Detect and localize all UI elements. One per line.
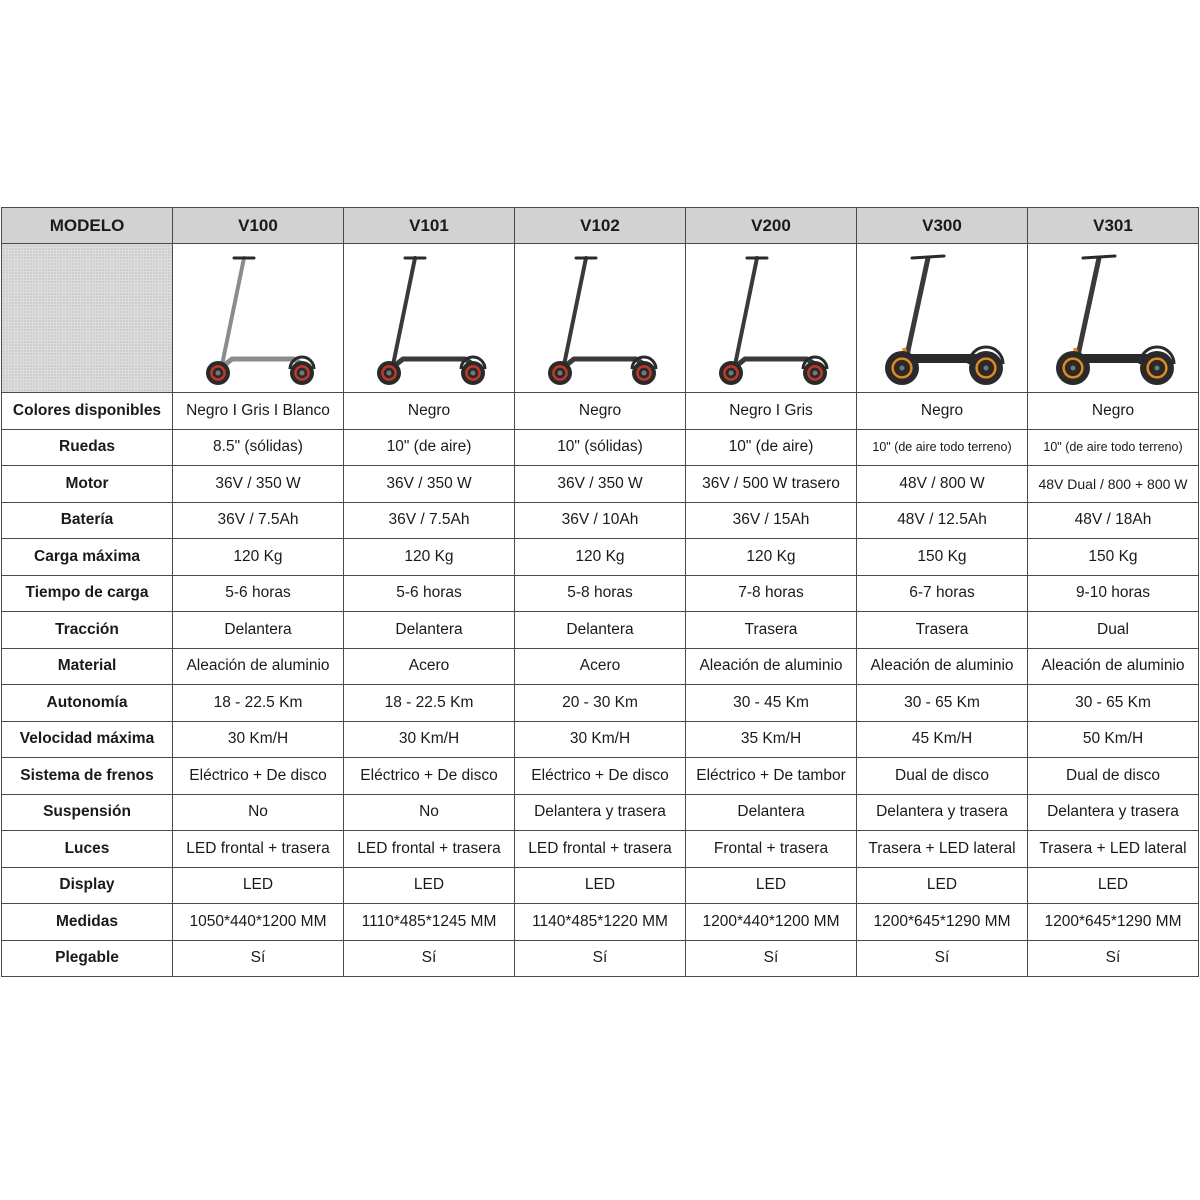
row-label: Carga máxima bbox=[2, 539, 173, 576]
header-modelo: MODELO bbox=[2, 208, 173, 244]
table-cell: 5-6 horas bbox=[173, 575, 344, 612]
table-cell: Delantera bbox=[173, 612, 344, 649]
table-cell: Negro I Gris bbox=[686, 393, 857, 430]
table-row bbox=[2, 721, 1199, 758]
table-cell: 10" (de aire todo terreno) bbox=[1028, 429, 1199, 466]
table-cell: 120 Kg bbox=[686, 539, 857, 576]
table-cell: Aleación de aluminio bbox=[173, 648, 344, 685]
table-cell: 10" (de aire) bbox=[344, 429, 515, 466]
scooter-v102-image bbox=[515, 244, 686, 393]
table-cell: LED frontal + trasera bbox=[515, 831, 686, 868]
table-cell: 120 Kg bbox=[515, 539, 686, 576]
row-label: Colores disponibles bbox=[2, 393, 173, 430]
scooter-illustration bbox=[872, 246, 1012, 390]
row-label: Tracción bbox=[2, 612, 173, 649]
header-model-v100: V100 bbox=[173, 208, 344, 244]
table-row bbox=[2, 575, 1199, 612]
table-cell: 30 Km/H bbox=[173, 721, 344, 758]
row-label: Suspensión bbox=[2, 794, 173, 831]
table-cell: Eléctrico + De disco bbox=[515, 758, 686, 795]
table-cell: Acero bbox=[344, 648, 515, 685]
table-cell: 1110*485*1245 MM bbox=[344, 904, 515, 941]
table-row bbox=[2, 429, 1199, 466]
table-cell: 1200*645*1290 MM bbox=[1028, 904, 1199, 941]
table-cell: 10" (de aire) bbox=[686, 429, 857, 466]
table-cell: Dual de disco bbox=[1028, 758, 1199, 795]
table-cell: Negro I Gris I Blanco bbox=[173, 393, 344, 430]
row-label: Batería bbox=[2, 502, 173, 539]
table-cell: 150 Kg bbox=[857, 539, 1028, 576]
table-row bbox=[2, 539, 1199, 576]
row-label: Sistema de frenos bbox=[2, 758, 173, 795]
table-cell: Sí bbox=[1028, 940, 1199, 977]
table-cell: Frontal + trasera bbox=[686, 831, 857, 868]
table-cell: 8.5" (sólidas) bbox=[173, 429, 344, 466]
table-cell: 36V / 10Ah bbox=[515, 502, 686, 539]
row-label: Tiempo de carga bbox=[2, 575, 173, 612]
table-cell: LED bbox=[857, 867, 1028, 904]
table-row bbox=[2, 867, 1199, 904]
table-cell: 50 Km/H bbox=[1028, 721, 1199, 758]
scooter-illustration bbox=[359, 246, 499, 390]
row-label: Medidas bbox=[2, 904, 173, 941]
table-cell: LED frontal + trasera bbox=[344, 831, 515, 868]
table-cell: Trasera + LED lateral bbox=[1028, 831, 1199, 868]
table-cell: 36V / 350 W bbox=[515, 466, 686, 503]
table-cell: Sí bbox=[344, 940, 515, 977]
table-cell: 18 - 22.5 Km bbox=[173, 685, 344, 722]
table-row bbox=[2, 648, 1199, 685]
table-cell: 30 - 45 Km bbox=[686, 685, 857, 722]
table-cell: Eléctrico + De disco bbox=[173, 758, 344, 795]
table-cell: 1050*440*1200 MM bbox=[173, 904, 344, 941]
table-cell: Aleación de aluminio bbox=[686, 648, 857, 685]
table-cell: 36V / 350 W bbox=[344, 466, 515, 503]
table-cell: Aleación de aluminio bbox=[1028, 648, 1199, 685]
table-cell: 30 Km/H bbox=[515, 721, 686, 758]
table-cell: 30 - 65 Km bbox=[1028, 685, 1199, 722]
table-cell: No bbox=[344, 794, 515, 831]
table-cell: Delantera bbox=[515, 612, 686, 649]
row-label: Display bbox=[2, 867, 173, 904]
table-row bbox=[2, 904, 1199, 941]
row-label: Velocidad máxima bbox=[2, 721, 173, 758]
table-cell: Negro bbox=[344, 393, 515, 430]
table-row bbox=[2, 758, 1199, 795]
row-label: Ruedas bbox=[2, 429, 173, 466]
header-model-v301: V301 bbox=[1028, 208, 1199, 244]
table-cell: 120 Kg bbox=[173, 539, 344, 576]
table-cell: Delantera y trasera bbox=[857, 794, 1028, 831]
table-cell: No bbox=[173, 794, 344, 831]
table-cell: Trasera bbox=[686, 612, 857, 649]
scooter-illustration bbox=[701, 246, 841, 390]
table-cell: 10" (de aire todo terreno) bbox=[857, 429, 1028, 466]
table-cell: Trasera bbox=[857, 612, 1028, 649]
table-cell: Sí bbox=[686, 940, 857, 977]
table-row bbox=[2, 502, 1199, 539]
table-cell: 36V / 15Ah bbox=[686, 502, 857, 539]
table-cell: 36V / 7.5Ah bbox=[173, 502, 344, 539]
table-cell: 45 Km/H bbox=[857, 721, 1028, 758]
table-cell: 20 - 30 Km bbox=[515, 685, 686, 722]
table-cell: 36V / 7.5Ah bbox=[344, 502, 515, 539]
table-row bbox=[2, 940, 1199, 977]
table-cell: Delantera bbox=[344, 612, 515, 649]
table-cell: Negro bbox=[1028, 393, 1199, 430]
row-label: Motor bbox=[2, 466, 173, 503]
spec-comparison-table bbox=[1, 207, 1199, 977]
table-cell: 1140*485*1220 MM bbox=[515, 904, 686, 941]
table-cell: 5-8 horas bbox=[515, 575, 686, 612]
table-cell: 120 Kg bbox=[344, 539, 515, 576]
header-model-v300: V300 bbox=[857, 208, 1028, 244]
scooter-v300-image bbox=[857, 244, 1028, 393]
scooter-illustration bbox=[188, 246, 328, 390]
table-cell: 48V / 18Ah bbox=[1028, 502, 1199, 539]
table-cell: LED bbox=[686, 867, 857, 904]
table-cell: 48V Dual / 800 + 800 W bbox=[1028, 466, 1199, 503]
image-row bbox=[2, 244, 1199, 393]
table-cell: 36V / 500 W trasero bbox=[686, 466, 857, 503]
table-cell: Delantera y trasera bbox=[515, 794, 686, 831]
table-cell: Dual de disco bbox=[857, 758, 1028, 795]
table-cell: 7-8 horas bbox=[686, 575, 857, 612]
row-label: Autonomía bbox=[2, 685, 173, 722]
table-cell: 9-10 horas bbox=[1028, 575, 1199, 612]
table-cell: 1200*645*1290 MM bbox=[857, 904, 1028, 941]
table-cell: Delantera y trasera bbox=[1028, 794, 1199, 831]
table-cell: 10" (sólidas) bbox=[515, 429, 686, 466]
row-label: Luces bbox=[2, 831, 173, 868]
scooter-illustration bbox=[530, 246, 670, 390]
table-cell: Delantera bbox=[686, 794, 857, 831]
table-cell: Sí bbox=[173, 940, 344, 977]
scooter-illustration bbox=[1043, 246, 1183, 390]
table-cell: 48V / 800 W bbox=[857, 466, 1028, 503]
table-cell: Aleación de aluminio bbox=[857, 648, 1028, 685]
table-cell: 36V / 350 W bbox=[173, 466, 344, 503]
table-cell: 18 - 22.5 Km bbox=[344, 685, 515, 722]
table-cell: Sí bbox=[515, 940, 686, 977]
table-cell: Dual bbox=[1028, 612, 1199, 649]
header-model-v200: V200 bbox=[686, 208, 857, 244]
table-cell: Sí bbox=[857, 940, 1028, 977]
header-model-v101: V101 bbox=[344, 208, 515, 244]
table-cell: LED bbox=[515, 867, 686, 904]
table-cell: LED bbox=[1028, 867, 1199, 904]
table-cell: 150 Kg bbox=[1028, 539, 1199, 576]
table-cell: LED frontal + trasera bbox=[173, 831, 344, 868]
table-row bbox=[2, 794, 1199, 831]
scooter-v101-image bbox=[344, 244, 515, 393]
table-row bbox=[2, 466, 1199, 503]
table-cell: LED bbox=[173, 867, 344, 904]
header-model-v102: V102 bbox=[515, 208, 686, 244]
scooter-v301-image bbox=[1028, 244, 1199, 393]
table-row bbox=[2, 612, 1199, 649]
scooter-v200-image bbox=[686, 244, 857, 393]
table-cell: 6-7 horas bbox=[857, 575, 1028, 612]
table-row bbox=[2, 393, 1199, 430]
scooter-v100-image bbox=[173, 244, 344, 393]
table-cell: Eléctrico + De tambor bbox=[686, 758, 857, 795]
header-row bbox=[2, 208, 1199, 244]
row-label: Material bbox=[2, 648, 173, 685]
table-cell: 48V / 12.5Ah bbox=[857, 502, 1028, 539]
table-cell: Negro bbox=[857, 393, 1028, 430]
table-cell: Trasera + LED lateral bbox=[857, 831, 1028, 868]
row-label: Plegable bbox=[2, 940, 173, 977]
table-cell: Acero bbox=[515, 648, 686, 685]
image-row-label-cell bbox=[2, 244, 173, 393]
table-cell: 1200*440*1200 MM bbox=[686, 904, 857, 941]
table-cell: 5-6 horas bbox=[344, 575, 515, 612]
table-row bbox=[2, 685, 1199, 722]
table-cell: LED bbox=[344, 867, 515, 904]
table-cell: 35 Km/H bbox=[686, 721, 857, 758]
table-cell: Negro bbox=[515, 393, 686, 430]
table-cell: Eléctrico + De disco bbox=[344, 758, 515, 795]
table-row bbox=[2, 831, 1199, 868]
table-cell: 30 Km/H bbox=[344, 721, 515, 758]
table-cell: 30 - 65 Km bbox=[857, 685, 1028, 722]
